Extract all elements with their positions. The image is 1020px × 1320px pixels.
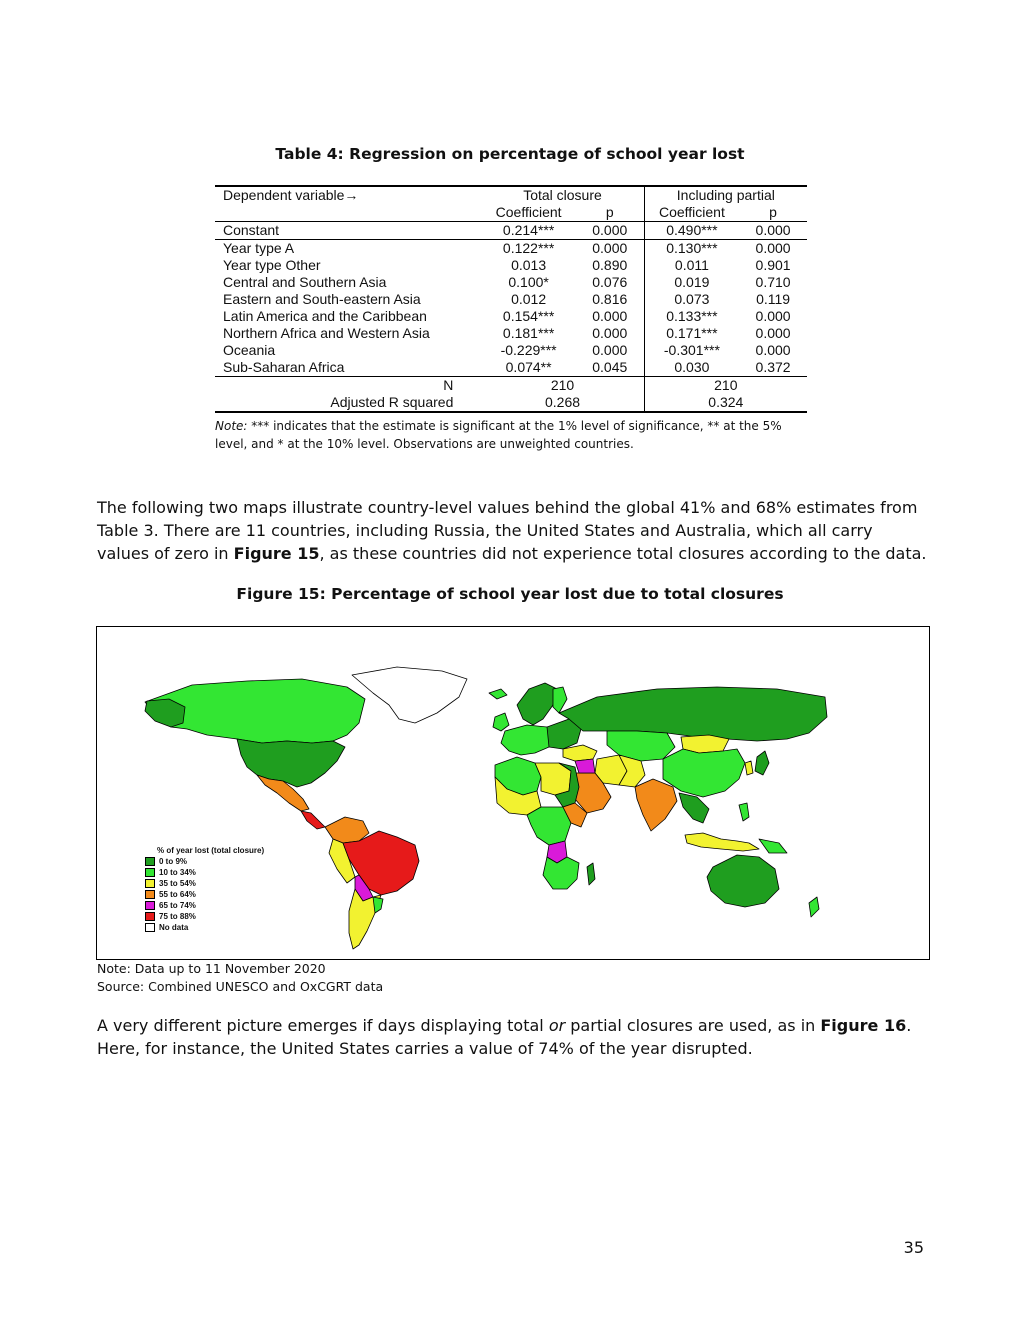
total-p: 0.045 bbox=[592, 359, 628, 375]
n-label: N bbox=[215, 377, 481, 395]
legend-swatch bbox=[145, 857, 155, 866]
table-row bbox=[215, 325, 807, 342]
total-p: 0.076 bbox=[592, 274, 628, 290]
table-row bbox=[215, 342, 807, 359]
n-total: 210 bbox=[481, 377, 644, 395]
central-america bbox=[301, 811, 325, 829]
new-zealand bbox=[809, 897, 819, 917]
total-coef: 0.013 bbox=[511, 257, 547, 273]
total-coef: 0.100* bbox=[508, 274, 549, 290]
legend-swatch bbox=[145, 868, 155, 877]
legend-label: 35 to 54% bbox=[159, 879, 196, 888]
r2-total: 0.268 bbox=[481, 394, 644, 412]
partial-p: 0.000 bbox=[755, 308, 791, 324]
legend-label: 10 to 34% bbox=[159, 868, 196, 877]
russia bbox=[559, 687, 827, 741]
legend-item bbox=[145, 867, 264, 878]
turkey bbox=[563, 745, 597, 761]
dep-var-header: Dependent variable→ bbox=[215, 186, 481, 204]
total-p: 0.000 bbox=[592, 308, 628, 324]
legend-swatch bbox=[145, 890, 155, 899]
legend-title: % of year lost (total closure) bbox=[157, 846, 265, 855]
legend-label: 75 to 88% bbox=[159, 912, 196, 921]
partial-coef: 0.011 bbox=[644, 257, 739, 274]
table-row bbox=[215, 291, 807, 308]
papua-new-guinea bbox=[759, 839, 787, 853]
table-title: Table 4: Regression on percentage of school year lost bbox=[275, 145, 745, 163]
partial-coef: 0.171*** bbox=[644, 325, 739, 342]
total-p: 0.000 bbox=[592, 325, 628, 341]
note-prefix: Note: bbox=[215, 419, 248, 433]
legend-item bbox=[145, 900, 264, 911]
total-coef: 0.154*** bbox=[502, 308, 555, 324]
southern-africa bbox=[543, 857, 579, 889]
legend-swatch bbox=[145, 912, 155, 921]
finland bbox=[553, 687, 567, 713]
japan bbox=[755, 751, 769, 775]
total-p: 0.890 bbox=[592, 257, 628, 273]
legend-swatch bbox=[145, 901, 155, 910]
total-coef: 0.122*** bbox=[481, 240, 576, 258]
paragraph-1: The following two maps illustrate country-level values behind the global 41% and 68% estimates from Table 3. There are 11 countries, including Russia, the United States and Australia, which all carry values of zero in Figure 15, as these countries did not experience total closures according to the data. bbox=[97, 498, 927, 563]
legend-item bbox=[145, 911, 264, 922]
partial-p: 0.000 bbox=[739, 240, 807, 258]
partial-coef: 0.019 bbox=[644, 274, 739, 291]
china bbox=[663, 749, 745, 797]
uk bbox=[493, 713, 509, 731]
partial-p: 0.000 bbox=[755, 325, 791, 341]
legend-item bbox=[145, 878, 264, 889]
total-p: 0.000 bbox=[576, 240, 644, 258]
row-label: Eastern and South-eastern Asia bbox=[223, 291, 421, 307]
uruguay bbox=[373, 897, 383, 913]
philippines bbox=[739, 803, 749, 821]
partial-p: 0.710 bbox=[755, 274, 791, 290]
coef-header-partial: Coefficient bbox=[644, 204, 739, 222]
legend-label: 0 to 9% bbox=[159, 857, 188, 866]
scandinavia bbox=[517, 683, 557, 725]
southeast-asia bbox=[679, 793, 709, 823]
figure-title: Figure 15: Percentage of school year lost due to total closures bbox=[236, 585, 784, 603]
paragraph-2: A very different picture emerges if days displaying total or partial closures are used, as in Figure 16. Here, for instance, the United States carries a value of 74% of the year disrupted. bbox=[97, 1016, 912, 1058]
partial-coef: -0.301*** bbox=[644, 342, 739, 359]
data-source: Source: Combined UNESCO and OxCGRT data bbox=[97, 979, 384, 994]
australia bbox=[707, 855, 779, 907]
partial-p: 0.119 bbox=[756, 291, 791, 307]
iceland bbox=[489, 689, 507, 699]
regression-table bbox=[215, 185, 807, 413]
figure-16-ref: Figure 16 bbox=[820, 1016, 907, 1035]
p-header-partial: p bbox=[769, 204, 777, 220]
including-partial-header: Including partial bbox=[644, 186, 807, 204]
legend-swatch bbox=[145, 923, 155, 932]
total-coef: 0.074** bbox=[505, 359, 552, 375]
central-africa bbox=[527, 807, 571, 845]
partial-p: 0.000 bbox=[755, 342, 791, 358]
table-row bbox=[215, 359, 807, 377]
row-label: Latin America and the Caribbean bbox=[223, 308, 427, 324]
total-p: 0.816 bbox=[592, 291, 628, 307]
legend-item bbox=[145, 922, 264, 933]
row-label: Year type A bbox=[215, 240, 481, 258]
total-closure-header: Total closure bbox=[481, 186, 644, 204]
legend-label: No data bbox=[159, 923, 189, 932]
table-row bbox=[215, 257, 807, 274]
row-label: Northern Africa and Western Asia bbox=[223, 325, 430, 341]
indonesia bbox=[685, 833, 759, 851]
partial-p: 0.000 bbox=[739, 222, 807, 240]
partial-coef: 0.030 bbox=[644, 359, 739, 377]
table-row bbox=[215, 240, 807, 258]
note-text: *** indicates that the estimate is significant at the 1% level of significance, ** at the 5% level, and * at the 10% level. Observations are unweighted countries. bbox=[215, 419, 782, 451]
total-coef: -0.229*** bbox=[500, 342, 557, 358]
row-label: Central and Southern Asia bbox=[223, 274, 387, 290]
total-coef: 0.181*** bbox=[502, 325, 555, 341]
total-coef: 0.214*** bbox=[481, 222, 576, 240]
usa bbox=[237, 739, 345, 787]
total-p: 0.000 bbox=[576, 222, 644, 240]
iraq-syria bbox=[575, 759, 595, 773]
greenland bbox=[352, 667, 467, 723]
r2-partial: 0.324 bbox=[644, 394, 807, 412]
row-label: Year type Other bbox=[223, 257, 321, 273]
r2-label: Adjusted R squared bbox=[215, 394, 481, 412]
legend-swatch bbox=[145, 879, 155, 888]
table-row bbox=[215, 308, 807, 325]
data-note: Note: Data up to 11 November 2020 bbox=[97, 961, 326, 976]
legend-item bbox=[145, 889, 264, 900]
partial-p: 0.901 bbox=[755, 257, 791, 273]
partial-p: 0.372 bbox=[755, 359, 791, 375]
map-legend bbox=[145, 845, 264, 933]
korea bbox=[745, 761, 753, 775]
partial-coef: 0.133*** bbox=[644, 308, 739, 325]
legend-label: 55 to 64% bbox=[159, 890, 196, 899]
total-coef: 0.012 bbox=[511, 291, 547, 307]
legend-label: 65 to 74% bbox=[159, 901, 196, 910]
row-label: Constant bbox=[215, 222, 481, 240]
india bbox=[635, 779, 677, 831]
row-label: Sub-Saharan Africa bbox=[223, 359, 345, 375]
legend-item bbox=[145, 856, 264, 867]
partial-coef: 0.490*** bbox=[644, 222, 739, 240]
map-note bbox=[97, 960, 383, 996]
n-partial: 210 bbox=[644, 377, 807, 395]
table-row bbox=[215, 222, 807, 240]
table-note bbox=[215, 417, 815, 453]
row-label: Oceania bbox=[223, 342, 276, 358]
figure-15-ref: Figure 15 bbox=[233, 544, 320, 563]
coef-header-total: Coefficient bbox=[495, 204, 562, 220]
world-map-figure bbox=[96, 626, 930, 960]
partial-coef: 0.073 bbox=[644, 291, 739, 308]
table-row bbox=[215, 274, 807, 291]
page-number: 35 bbox=[903, 1238, 924, 1257]
total-p: 0.000 bbox=[592, 342, 628, 358]
madagascar bbox=[587, 863, 595, 885]
partial-coef: 0.130*** bbox=[644, 240, 739, 258]
p-header-total: p bbox=[605, 204, 614, 220]
